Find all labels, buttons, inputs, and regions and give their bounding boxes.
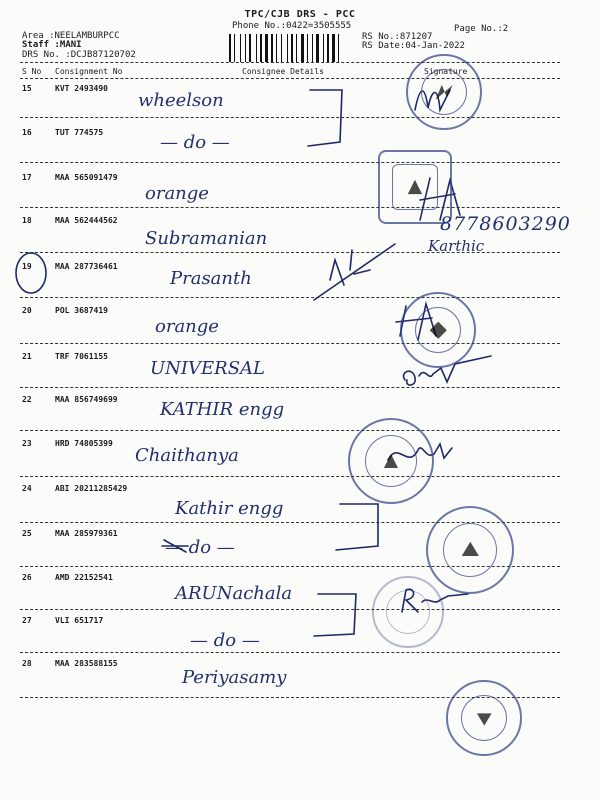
divider	[20, 162, 560, 163]
consignee-handwritten: orange	[155, 316, 219, 337]
company-stamp	[400, 292, 476, 368]
consignment-number: AMD 22152541	[55, 573, 113, 582]
serial-number: 27	[22, 616, 32, 625]
consignment-number: MAA 562444562	[55, 216, 118, 225]
serial-number: 23	[22, 439, 32, 448]
divider	[20, 117, 560, 118]
consignment-number: MAA 856749699	[55, 395, 118, 404]
serial-number: 21	[22, 352, 32, 361]
faded-stamp	[372, 576, 444, 648]
phone-number: Phone No.:0422=3505555	[232, 21, 352, 31]
consignment-number: VLI 651717	[55, 616, 104, 625]
column-header-signature: Signature	[424, 67, 468, 76]
consignment-number: HRD 74805399	[55, 439, 113, 448]
serial-number: 28	[22, 659, 32, 668]
handwritten-phone-number: 8778603290	[440, 213, 571, 235]
consignment-number: MAA 285979361	[55, 529, 118, 538]
college-stamp	[426, 506, 514, 594]
consignee-handwritten: Periyasamy	[182, 667, 287, 688]
divider	[20, 343, 560, 344]
consignee-handwritten: — do —	[165, 537, 235, 558]
consignment-number: MAA 565091479	[55, 173, 118, 182]
consignee-handwritten: — do —	[160, 132, 230, 153]
rs-number: RS No.:871207	[362, 32, 433, 42]
area-label: Area :NEELAMBURPCC	[22, 31, 120, 41]
consignee-handwritten: UNIVERSAL	[150, 358, 266, 379]
bracket-mark	[300, 82, 360, 172]
serial-number: 26	[22, 573, 32, 582]
consignee-handwritten: KATHIR engg	[160, 399, 285, 420]
consignment-number: TUT 774575	[55, 128, 104, 137]
serial-number: 25	[22, 529, 32, 538]
barcode	[229, 34, 355, 62]
serial-number: 20	[22, 306, 32, 315]
serial-number: 15	[22, 84, 32, 93]
bracket-mark	[330, 498, 390, 578]
serial-number: 22	[22, 395, 32, 404]
column-header-consignee: Consignee Details	[242, 67, 324, 76]
consignment-number: ABI 20211285429	[55, 484, 128, 493]
consignee-handwritten: wheelson	[138, 90, 224, 111]
consignee-handwritten: — do —	[190, 630, 260, 651]
circle-mark	[12, 250, 50, 296]
consignee-handwritten: orange	[145, 183, 209, 204]
industries-stamp	[446, 680, 522, 756]
bracket-mark	[310, 590, 370, 650]
document-title: TPC/CJB DRS - PCC	[244, 9, 356, 20]
column-header-sno: S No	[22, 67, 42, 76]
divider	[20, 430, 560, 431]
consignment-number: MAA 287736461	[55, 262, 118, 271]
serial-number: 24	[22, 484, 32, 493]
consignment-number: KVT 2493490	[55, 84, 108, 93]
page-number: Page No.:2	[454, 24, 509, 34]
strikethrough-mark	[160, 536, 190, 556]
serial-number: 16	[22, 128, 32, 137]
consignment-number: POL 3687419	[55, 306, 108, 315]
signature	[310, 240, 400, 320]
consignment-number: TRF 7061155	[55, 352, 108, 361]
consignee-handwritten: Chaithanya	[135, 445, 239, 466]
serial-number: 17	[22, 173, 32, 182]
company-stamp	[378, 150, 452, 224]
consignee-handwritten: ARUNachala	[175, 583, 293, 604]
serial-number: 19	[22, 262, 32, 271]
handwritten-name: Karthic	[428, 237, 485, 255]
divider	[20, 652, 560, 653]
divider	[20, 609, 560, 610]
school-stamp	[348, 418, 434, 504]
consignee-handwritten: Prasanth	[170, 268, 252, 289]
staff-label: Staff :MANI	[22, 40, 82, 50]
divider	[20, 207, 560, 208]
consignee-handwritten: Kathir engg	[175, 498, 284, 519]
company-stamp	[406, 54, 482, 130]
serial-number: 18	[22, 216, 32, 225]
consignee-handwritten: Subramanian	[145, 228, 268, 249]
divider	[20, 476, 560, 477]
column-header-consignment: Consignment No	[55, 67, 123, 76]
rs-date: RS Date:04-Jan-2022	[362, 41, 465, 51]
drs-number: DRS No. :DCJB87120702	[22, 50, 136, 60]
consignment-number: MAA 283588155	[55, 659, 118, 668]
divider	[20, 62, 560, 63]
divider	[20, 297, 560, 298]
